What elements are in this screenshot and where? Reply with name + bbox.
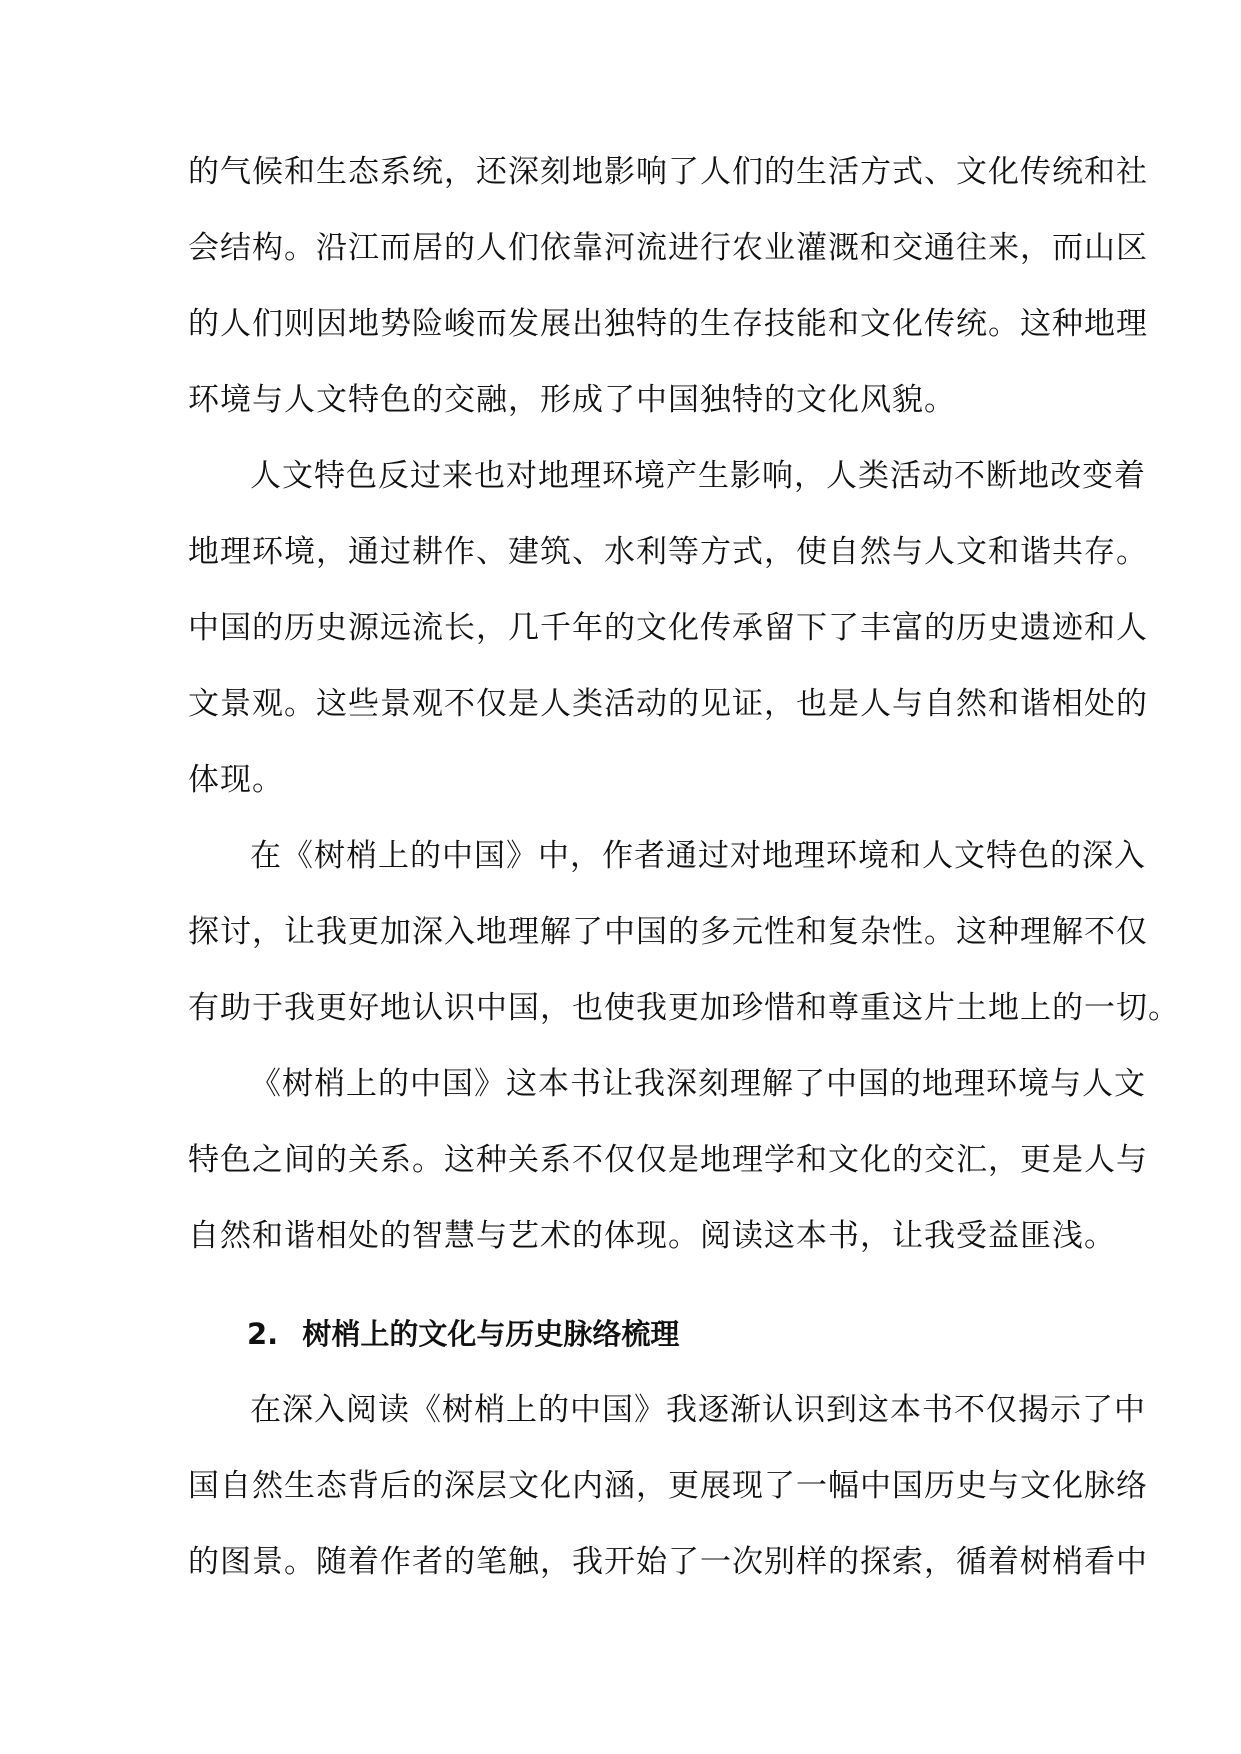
paragraph-line: 有助于我更好地认识中国，也使我更加珍惜和尊重这片土地上的一切。	[188, 990, 1180, 1026]
paragraph-line: 的气候和生态系统，还深刻地影响了人们的生活方式、文化传统和社	[188, 154, 1148, 190]
paragraph-line: 探讨，让我更加深入地理解了中国的多元性和复杂性。这种理解不仅	[188, 914, 1148, 950]
paragraph-line: 在深入阅读《树梢上的中国》我逐渐认识到这本书不仅揭示了中	[250, 1392, 1146, 1428]
paragraph-2	[188, 438, 1148, 818]
section-number: 2.	[247, 1317, 279, 1351]
paragraph-line: 特色之间的关系。这种关系不仅仅是地理学和文化的交汇，更是人与	[188, 1142, 1148, 1178]
paragraph-4	[188, 1046, 1148, 1274]
paragraph-line: 人文特色反过来也对地理环境产生影响，人类活动不断地改变着	[250, 458, 1146, 494]
paragraph-3	[188, 818, 1180, 1046]
section-heading	[247, 1296, 679, 1372]
paragraph-line: 国自然生态背后的深层文化内涵，更展现了一幅中国历史与文化脉络	[188, 1468, 1148, 1504]
paragraph-line: 地理环境，通过耕作、建筑、水利等方式，使自然与人文和谐共存。	[188, 534, 1148, 570]
paragraph-line: 文景观。这些景观不仅是人类活动的见证，也是人与自然和谐相处的	[188, 686, 1148, 722]
paragraph-line: 自然和谐相处的智慧与艺术的体现。阅读这本书，让我受益匪浅。	[188, 1218, 1116, 1254]
paragraph-1	[188, 134, 1148, 438]
section-title: 树梢上的文化与历史脉络梳理	[302, 1317, 680, 1351]
paragraph-line: 的图景。随着作者的笔触，我开始了一次别样的探索，循着树梢看中	[188, 1544, 1148, 1580]
paragraph-5	[188, 1372, 1148, 1600]
paragraph-line: 中国的历史源远流长，几千年的文化传承留下了丰富的历史遗迹和人	[188, 610, 1148, 646]
paragraph-line: 体现。	[188, 762, 284, 798]
paragraph-line: 会结构。沿江而居的人们依靠河流进行农业灌溉和交通往来，而山区	[188, 230, 1148, 266]
paragraph-line: 《树梢上的中国》这本书让我深刻理解了中国的地理环境与人文	[250, 1066, 1146, 1102]
paragraph-line: 环境与人文特色的交融，形成了中国独特的文化风貌。	[188, 382, 956, 418]
paragraph-line: 在《树梢上的中国》中，作者通过对地理环境和人文特色的深入	[250, 838, 1146, 874]
paragraph-line: 的人们则因地势险峻而发展出独特的生存技能和文化传统。这种地理	[188, 306, 1148, 342]
